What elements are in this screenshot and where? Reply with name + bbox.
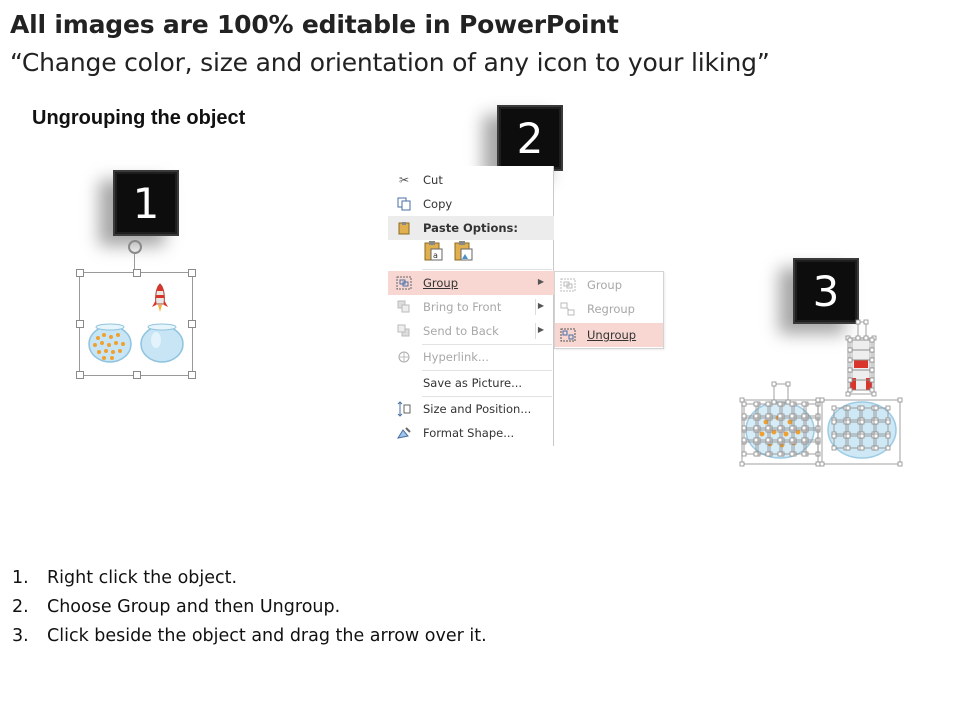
submenu-item-ungroup[interactable] xyxy=(555,323,663,347)
menu-item-label: Cut xyxy=(423,173,443,187)
resize-handle[interactable] xyxy=(740,398,744,402)
resize-handle[interactable] xyxy=(802,402,806,406)
resize-handle[interactable] xyxy=(76,371,84,379)
rocket-icon xyxy=(850,340,872,390)
menu-item-label: Send to Back xyxy=(423,324,499,338)
resize-handle[interactable] xyxy=(832,434,836,438)
submenu-item-group[interactable] xyxy=(555,273,663,297)
resize-handle[interactable] xyxy=(886,406,890,410)
menu-divider xyxy=(422,269,552,270)
resize-handle[interactable] xyxy=(846,420,850,424)
resize-handle[interactable] xyxy=(76,320,84,328)
instruction-text: Click beside the object and drag the arrow over it. xyxy=(47,626,487,646)
resize-handle[interactable] xyxy=(742,438,746,442)
menu-item-send-to-back[interactable] xyxy=(388,319,554,343)
menu-item-label: Group xyxy=(423,276,459,290)
resize-handle[interactable] xyxy=(898,398,902,402)
resize-handle[interactable] xyxy=(802,438,806,442)
resize-handle[interactable] xyxy=(754,402,758,406)
resize-handle[interactable] xyxy=(790,438,794,442)
resize-handle[interactable] xyxy=(816,398,820,402)
group-submenu xyxy=(554,271,664,349)
instruction-number: 2. xyxy=(12,597,29,617)
save-picture-blank-icon xyxy=(394,375,414,391)
resize-handle[interactable] xyxy=(820,462,824,466)
instruction-number: 1. xyxy=(12,568,29,588)
submenu-item-regroup[interactable] xyxy=(555,297,663,321)
resize-handle[interactable] xyxy=(740,462,744,466)
resize-handle[interactable] xyxy=(742,402,746,406)
resize-handle[interactable] xyxy=(848,348,852,352)
resize-handle[interactable] xyxy=(848,368,852,372)
resize-handle[interactable] xyxy=(856,336,860,340)
resize-handle[interactable] xyxy=(856,320,860,324)
instruction-text: Right click the object. xyxy=(47,568,238,588)
submenu-item-label: Regroup xyxy=(587,302,635,316)
resize-handle[interactable] xyxy=(864,336,868,340)
format-shape-icon xyxy=(394,425,414,441)
submenu-item-label: Group xyxy=(587,278,623,292)
instruction-text: Choose Group and then Ungroup. xyxy=(47,597,341,617)
resize-handle[interactable] xyxy=(790,402,794,406)
resize-handle[interactable] xyxy=(848,388,852,392)
rotate-handle[interactable] xyxy=(128,240,142,254)
fishbowl-with-fish-icon xyxy=(89,324,131,362)
resize-handle[interactable] xyxy=(772,382,776,386)
resize-handle[interactable] xyxy=(864,320,868,324)
resize-handle[interactable] xyxy=(772,400,776,404)
step-2-badge: 2 xyxy=(497,105,563,171)
resize-handle[interactable] xyxy=(832,406,836,410)
menu-item-label: Save as Picture... xyxy=(423,376,523,390)
resize-handle[interactable] xyxy=(874,406,878,410)
empty-fishbowl-icon xyxy=(141,324,183,362)
resize-handle[interactable] xyxy=(754,414,758,418)
resize-handle[interactable] xyxy=(778,414,782,418)
resize-handle[interactable] xyxy=(790,426,794,430)
resize-handle[interactable] xyxy=(76,269,84,277)
context-menu xyxy=(388,166,554,446)
menu-item-save-as-picture[interactable] xyxy=(388,371,554,395)
resize-handle[interactable] xyxy=(742,452,746,456)
resize-handle[interactable] xyxy=(870,368,874,372)
resize-handle[interactable] xyxy=(860,434,864,438)
menu-item-label: Hyperlink... xyxy=(423,350,489,364)
resize-handle[interactable] xyxy=(766,402,770,406)
menu-item-paste-options xyxy=(388,216,554,240)
menu-item-hyperlink[interactable] xyxy=(388,345,554,369)
shape-selection-box[interactable] xyxy=(774,384,788,402)
group-icon xyxy=(394,275,414,291)
resize-handle[interactable] xyxy=(778,438,782,442)
instruction-number: 3. xyxy=(12,626,29,646)
menu-item-copy[interactable] xyxy=(388,192,554,216)
scissors-icon: ✂ xyxy=(398,173,410,187)
resize-handle[interactable] xyxy=(786,400,790,404)
resize-handle[interactable] xyxy=(742,414,746,418)
menu-split-divider xyxy=(535,299,536,315)
ungroup-icon xyxy=(559,328,577,342)
resize-handle[interactable] xyxy=(848,338,852,342)
section-heading: Ungrouping the object xyxy=(32,107,246,129)
resize-handle[interactable] xyxy=(846,392,850,396)
resize-handle[interactable] xyxy=(846,446,850,450)
resize-handle[interactable] xyxy=(874,420,878,424)
menu-item-label: Copy xyxy=(423,197,453,211)
resize-handle[interactable] xyxy=(832,446,836,450)
resize-handle[interactable] xyxy=(870,388,874,392)
svg-text:a: a xyxy=(433,251,438,260)
resize-handle[interactable] xyxy=(786,382,790,386)
resize-handle[interactable] xyxy=(754,426,758,430)
resize-handle[interactable] xyxy=(820,398,824,402)
resize-handle[interactable] xyxy=(802,414,806,418)
hyperlink-icon xyxy=(394,349,414,365)
resize-handle[interactable] xyxy=(790,414,794,418)
regroup-icon xyxy=(559,302,577,316)
resize-handle[interactable] xyxy=(188,269,196,277)
step-1-badge: 1 xyxy=(113,170,179,236)
resize-handle[interactable] xyxy=(870,378,874,382)
resize-handle[interactable] xyxy=(766,452,770,456)
step-3-badge: 3 xyxy=(793,258,859,324)
resize-handle[interactable] xyxy=(766,414,770,418)
resize-handle[interactable] xyxy=(846,406,850,410)
menu-item-format-shape[interactable] xyxy=(388,421,554,445)
resize-handle[interactable] xyxy=(870,348,874,352)
fishbowl-rocket-illustration xyxy=(84,280,192,372)
resize-handle[interactable] xyxy=(860,406,864,410)
menu-item-cut[interactable] xyxy=(388,168,554,192)
submenu-item-label: Ungroup xyxy=(587,328,637,342)
resize-handle[interactable] xyxy=(778,402,782,406)
resize-handle[interactable] xyxy=(742,426,746,430)
resize-handle[interactable] xyxy=(778,452,782,456)
menu-item-group[interactable] xyxy=(388,271,554,295)
resize-handle[interactable] xyxy=(802,452,806,456)
bring-front-icon xyxy=(394,299,414,315)
resize-handle[interactable] xyxy=(133,371,141,379)
resize-handle[interactable] xyxy=(816,462,820,466)
resize-handle[interactable] xyxy=(886,420,890,424)
submenu-arrow-icon: ▶ xyxy=(537,325,544,334)
resize-handle[interactable] xyxy=(848,378,852,382)
menu-item-label: Bring to Front xyxy=(423,300,502,314)
resize-handle[interactable] xyxy=(790,452,794,456)
resize-handle[interactable] xyxy=(766,426,770,430)
send-back-icon xyxy=(394,323,414,339)
menu-item-label: Paste Options: xyxy=(423,221,519,235)
resize-handle[interactable] xyxy=(846,434,850,438)
ungrouped-object-illustration[interactable] xyxy=(738,318,904,470)
resize-handle[interactable] xyxy=(874,434,878,438)
paste-as-picture-icon[interactable] xyxy=(452,240,474,262)
menu-item-label: Size and Position... xyxy=(423,402,532,416)
resize-handle[interactable] xyxy=(766,438,770,442)
resize-handle[interactable] xyxy=(754,438,758,442)
resize-handle[interactable] xyxy=(802,426,806,430)
group-icon xyxy=(559,278,577,292)
resize-handle[interactable] xyxy=(860,420,864,424)
resize-handle[interactable] xyxy=(870,338,874,342)
rocket-icon xyxy=(152,284,168,312)
size-position-icon xyxy=(394,401,414,417)
resize-handle[interactable] xyxy=(886,434,890,438)
paste-icon xyxy=(394,220,414,236)
paste-keep-formatting-icon[interactable] xyxy=(422,240,444,262)
resize-handle[interactable] xyxy=(860,446,864,450)
slide-title: All images are 100% editable in PowerPoint xyxy=(10,10,619,39)
slide-subtitle: “Change color, size and orientation of any icon to your liking” xyxy=(10,48,770,77)
paste-option-buttons xyxy=(422,240,474,262)
menu-item-label: Format Shape... xyxy=(423,426,515,440)
submenu-arrow-icon: ▶ xyxy=(537,277,544,286)
resize-handle[interactable] xyxy=(848,358,852,362)
resize-handle[interactable] xyxy=(886,446,890,450)
resize-handle[interactable] xyxy=(754,452,758,456)
resize-handle[interactable] xyxy=(870,358,874,362)
resize-handle[interactable] xyxy=(832,420,836,424)
submenu-arrow-icon: ▶ xyxy=(537,301,544,310)
resize-handle[interactable] xyxy=(133,269,141,277)
resize-handle[interactable] xyxy=(778,426,782,430)
resize-handle[interactable] xyxy=(874,446,878,450)
resize-handle[interactable] xyxy=(898,462,902,466)
menu-item-size-and-position[interactable] xyxy=(388,397,554,421)
menu-item-bring-to-front[interactable] xyxy=(388,295,554,319)
resize-handle[interactable] xyxy=(872,392,876,396)
copy-icon xyxy=(394,196,414,212)
resize-handle[interactable] xyxy=(188,371,196,379)
menu-split-divider xyxy=(535,323,536,339)
